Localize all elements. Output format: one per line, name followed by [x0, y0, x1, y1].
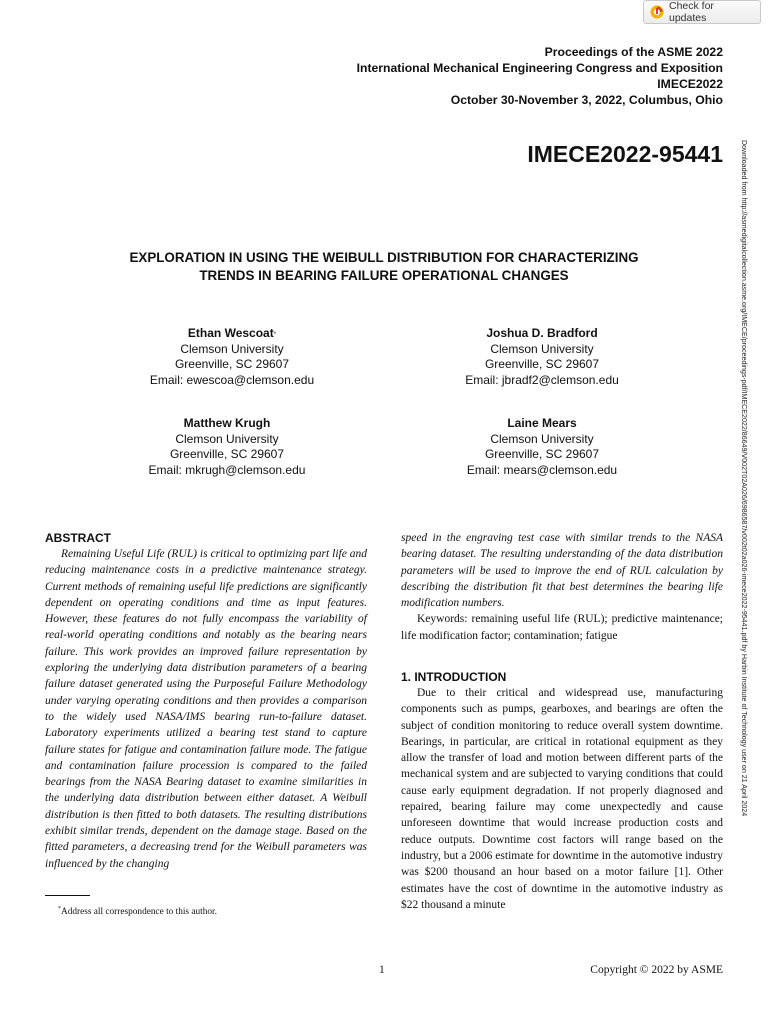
- author-city: Greenville, SC 29607: [484, 447, 600, 461]
- author-email: Email: jbradf2@clemson.edu: [465, 372, 619, 387]
- proceedings-line-1: Proceedings of the ASME 2022: [544, 45, 723, 59]
- keywords-label: Keywords:: [417, 613, 468, 626]
- check-updates-icon: [650, 5, 664, 19]
- footnote-rule: [45, 895, 90, 896]
- footnote: [58, 906, 217, 917]
- author-email: Email: mears@clemson.edu: [466, 462, 618, 477]
- author-affiliation: Clemson University: [175, 431, 279, 446]
- page-number: 1: [379, 964, 385, 976]
- proceedings-line-2: International Mechanical Engineering Congress and Exposition: [356, 61, 723, 75]
- introduction-column: [401, 685, 723, 913]
- title-line-2: TRENDS IN BEARING FAILURE OPERATIONAL CHANGES: [199, 268, 569, 283]
- author-affiliation: Clemson University: [180, 341, 284, 356]
- author-block: [427, 326, 657, 388]
- copyright: Copyright © 2022 by ASME: [590, 964, 723, 976]
- introduction-heading: 1. INTRODUCTION: [401, 670, 507, 684]
- abstract-continued: speed in the engraving test case with similar trends to the NASA bearing dataset. The resulting understanding of the data distribution parameters will be used to improve the end of RUL calculation by describing the distribution fit that best determines the bearing life modification numbers.: [401, 532, 723, 610]
- paper-title: [60, 249, 708, 285]
- author-name: Laine Mears: [507, 416, 577, 430]
- right-column-top: [401, 530, 723, 644]
- author-name: Matthew Krugh: [183, 416, 271, 430]
- author-name: Ethan Wescoat*: [187, 326, 277, 340]
- author-email: Email: ewescoa@clemson.edu: [149, 372, 315, 387]
- proceedings-line-3: IMECE2022: [657, 77, 723, 91]
- check-for-updates-label: Check for updates: [669, 0, 714, 24]
- keywords: [401, 611, 723, 644]
- author-email: Email: mkrugh@clemson.edu: [148, 462, 306, 477]
- download-note: Downloaded from http://asmedigitalcollection.asme.org/IMECE/proceedings-pdf/IMECE2022/86649/V002T02A026/6986587/v002t02a026-imece2022-95441.pdf by Harbin Institute of Technology user on 21 April 2024: [740, 140, 748, 817]
- author-city: Greenville, SC 29607: [174, 357, 290, 371]
- abstract-heading: ABSTRACT: [45, 531, 111, 545]
- author-city: Greenville, SC 29607: [484, 357, 600, 371]
- check-for-updates-button[interactable]: [643, 0, 761, 24]
- footnote-text: Address all correspondence to this author.: [61, 907, 217, 918]
- keywords-text: remaining useful life (RUL); predictive maintenance; life modification factor; contamination; fatigue: [401, 613, 724, 642]
- author-block: [112, 416, 342, 478]
- author-affiliation: Clemson University: [490, 341, 594, 356]
- abstract-text: Remaining Useful Life (RUL) is critical to optimizing part life and reducing maintenance costs in a predictive maintenance strategy. Current methods of remaining useful life predictions are significantly dependent on operating conditions and time as input features. However, these features do not fully encompass the variability of real-world operating conditions and notably as the bearing nears failure. This work provides an improved failure representation by exploring the underlying data distribution parameters of a bearing failure dataset generated using the Purposeful Failure Methodology under varying operating conditions and then provides a comparison to the widely used NASA/IMS bearing run-to-failure dataset. Laboratory experiments utilized a bearing test stand to capture failure states for fatigue and contamination failure mode. The fatigue and contamination failure procession is compared to the failed bearings from the NASA Bearing dataset to examine similarities in the underlying data distribution between either dataset. A Weibull distribution is then fitted to both datasets. The resulting distributions exhibit similar trends, dependent on the damage stage. Based on the fitted parameters, a decreasing trend for the Weibull parameters was influenced by the changing: [45, 548, 367, 870]
- author-mark: *: [273, 332, 277, 338]
- author-city: Greenville, SC 29607: [169, 447, 285, 461]
- author-block: [427, 416, 657, 478]
- author-block: [117, 326, 347, 388]
- introduction-text: Due to their critical and widespread use, manufacturing components such as pumps, gearboxes, and bearings are often the subject of condition monitoring to reduce overall system downtime. Bearings, in particular, are critical in rotational equipment as they allow the transfer of load and motion between different parts of the mechanical system and are subjected to varying conditions that could cause early equipment degradation. If not properly diagnosed and repaired, bearing failure may come unexpectedly and cause unforeseen downtime that would increase production costs and reduce outputs. Downtime cost factors will range based on the industry, but a 2006 estimate for downtime in the automotive industry was $200 thousand an hour based on a motor failure [1]. Other estimates have the cost of downtime in the automotive industry as $22 thousand a minute: [401, 687, 723, 911]
- paper-id: IMECE2022-95441: [527, 141, 723, 167]
- author-name: Joshua D. Bradford: [486, 326, 598, 340]
- footnote-mark: *: [58, 906, 61, 912]
- title-line-1: EXPLORATION IN USING THE WEIBULL DISTRIBUTION FOR CHARACTERIZING: [129, 250, 639, 265]
- proceedings-header: [357, 44, 723, 108]
- author-affiliation: Clemson University: [490, 431, 594, 446]
- proceedings-line-4: October 30-November 3, 2022, Columbus, Ohio: [450, 93, 723, 107]
- abstract-column: [45, 546, 367, 872]
